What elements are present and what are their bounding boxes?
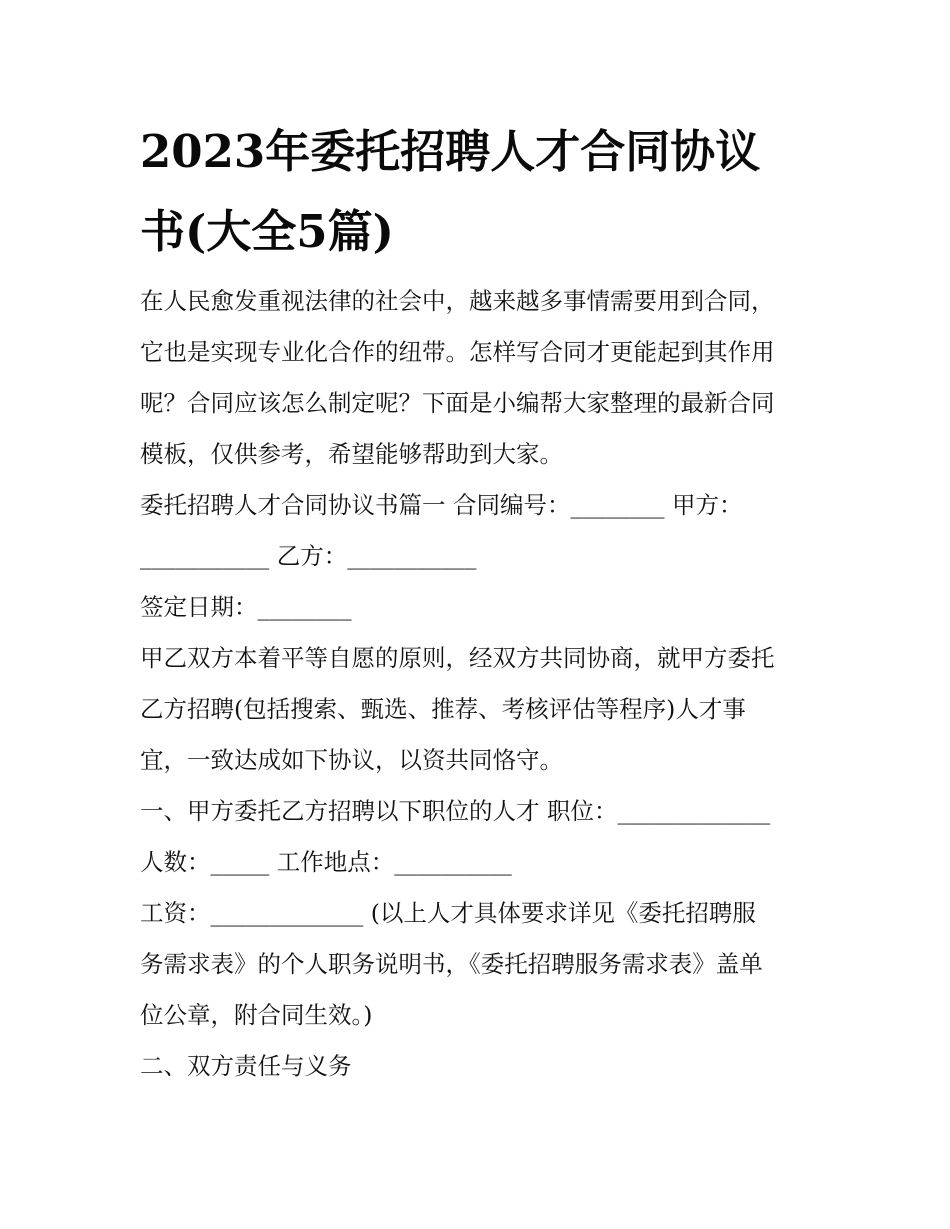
body-line-4: 模板，仅供参考，希望能够帮助到大家。: [140, 440, 563, 468]
body-line-15: 位公章，附合同生效。): [140, 1001, 373, 1029]
body-line-7: 签定日期：________: [140, 593, 352, 621]
body-line-9: 乙方招聘(包括搜索、甄选、推荐、考核评估等程序)人才事: [140, 695, 746, 723]
body-line-13: 工资：_____________ (以上人才具体要求详见《委托招聘服: [140, 899, 756, 927]
title-line-1: 2023年委托招聘人才合同协议: [140, 125, 761, 178]
body-line-5: 委托招聘人才合同协议书篇一 合同编号：________ 甲方：: [140, 491, 743, 519]
body-line-8: 甲乙双方本着平等自愿的原则，经双方共同协商，就甲方委托: [140, 644, 775, 672]
document-title: [140, 112, 820, 272]
body-line-6: ___________ 乙方：___________: [140, 542, 477, 570]
body-line-12: 人数：_____ 工作地点：__________: [140, 848, 512, 876]
body-line-16: 二、双方责任与义务: [140, 1052, 352, 1080]
body-line-11: 一、甲方委托乙方招聘以下职位的人才 职位：_____________: [140, 797, 771, 825]
title-line-2: 书(大全5篇): [140, 205, 394, 258]
body-line-14: 务需求表》的个人职务说明书，《委托招聘服务需求表》盖单: [140, 950, 763, 978]
document-body: [140, 276, 820, 1092]
body-line-2: 它也是实现专业化合作的纽带。怎样写合同才更能起到其作用: [140, 338, 775, 366]
body-line-1: 在人民愈发重视法律的社会中，越来越多事情需要用到合同，: [140, 287, 775, 315]
body-line-3: 呢？合同应该怎么制定呢？下面是小编帮大家整理的最新合同: [140, 389, 775, 417]
body-line-10: 宜，一致达成如下协议，以资共同恪守。: [140, 746, 563, 774]
